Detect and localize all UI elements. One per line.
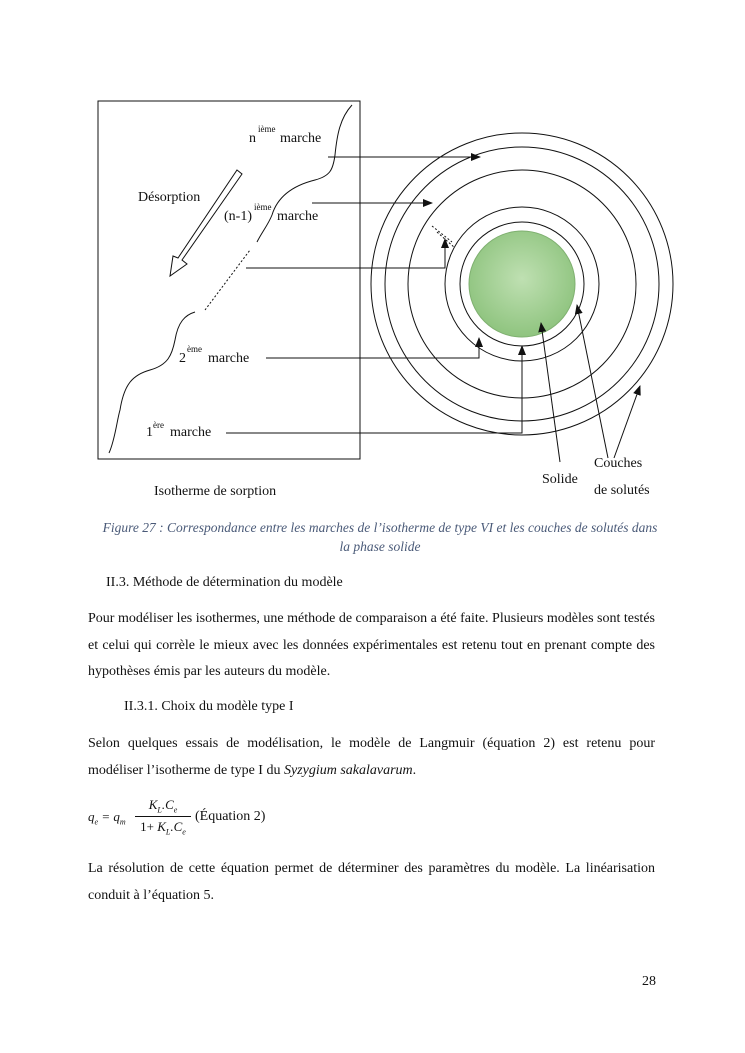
step-n-sup: ième xyxy=(258,124,276,134)
subsection-heading: II.3.1. Choix du modèle type I xyxy=(124,699,294,714)
species-name: Syzygium sakalavarum xyxy=(283,762,413,778)
step-2-label: 2 xyxy=(179,351,186,366)
paragraph-method: Pour modéliser les isothermes, une méthode de comparaison a été faite. Plusieurs modèles sont testés et celui qui corrèle le mieux avec les données expérimentales est retenu tout en prenant compte des hypothèses émis par les auteurs du modèle. xyxy=(88,611,655,679)
arrow-step-2 xyxy=(266,338,479,358)
equation-fraction-bar xyxy=(135,816,191,817)
page-number: 28 xyxy=(642,974,656,989)
isotherm-box xyxy=(98,101,360,459)
equation-denominator: $1+ K_L.C_e$ xyxy=(140,819,186,837)
dashed-hint-2 xyxy=(437,232,455,248)
langmuir-equation xyxy=(88,797,288,841)
step-n-label: n xyxy=(249,131,256,146)
step-2-sup: ème xyxy=(187,344,202,354)
step-1-word: marche xyxy=(170,425,212,440)
equation-numerator: $K_L.C_e$ xyxy=(148,797,178,815)
paragraph-langmuir: Selon quelques essais de modélisation, le modèle de Langmuir (équation 2) est retenu pour modéliser l’isotherme de type I du Syzygium sakalavarum. xyxy=(88,736,655,778)
step-n1-sup: ième xyxy=(254,202,272,212)
isotherm-curve-dashed xyxy=(205,250,250,310)
isotherm-caption: Isotherme de sorption xyxy=(154,484,277,499)
section-heading: II.3. Méthode de détermination du modèle xyxy=(106,575,343,590)
step-n1-word: marche xyxy=(277,209,319,224)
step-1-sup: ère xyxy=(153,420,164,430)
step-n1-label: (n-1) xyxy=(224,209,252,224)
solid-core xyxy=(469,231,575,337)
figure-caption: Figure 27 : Correspondance entre les marches de l’isotherme de type VI et les couches de solutés dans la phase solide xyxy=(102,520,658,554)
desorption-label: Désorption xyxy=(138,190,201,205)
solide-label: Solide xyxy=(542,472,578,487)
step-n-word: marche xyxy=(280,131,322,146)
paragraph-resolution: La résolution de cette équation permet de déterminer des paramètres du modèle. La linéarisation conduit à l’équation 5. xyxy=(88,861,655,903)
dashed-hint-1 xyxy=(432,226,452,242)
equation-lhs: $q_e = q_m$ xyxy=(88,809,126,827)
couches-pointer-2 xyxy=(614,386,640,458)
couches-label-2: de solutés xyxy=(594,483,650,498)
equation-label: (Équation 2) xyxy=(195,809,266,824)
step-2-word: marche xyxy=(208,351,250,366)
couches-label: Couches xyxy=(594,456,643,471)
figure-27 xyxy=(0,0,745,510)
step-1-label: 1 xyxy=(146,425,153,440)
